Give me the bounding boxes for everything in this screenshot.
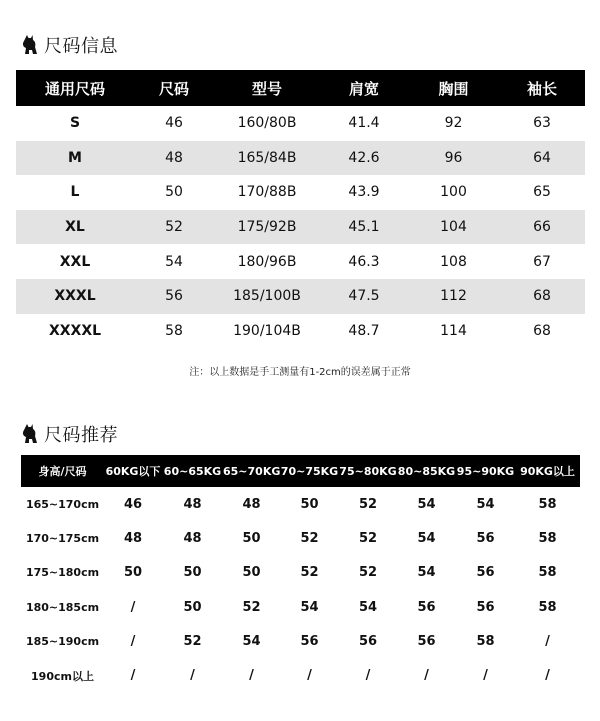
table-cell: /: [249, 668, 254, 684]
table-cell: 50: [183, 565, 202, 581]
row-header-cell: 165~170cm: [25, 497, 100, 511]
table-cell: 185/100B: [233, 288, 301, 305]
table-cell: 58: [476, 633, 495, 649]
size-info-header-row: [16, 70, 585, 106]
table-cell: 66: [533, 219, 551, 236]
table-cell: 165/84B: [237, 149, 297, 166]
table-cell: 112: [440, 288, 467, 305]
table-cell: 58: [165, 322, 183, 339]
table-cell: 54: [358, 599, 378, 615]
table-cell: 56: [165, 288, 183, 305]
table-cell: 56: [417, 633, 436, 649]
table-cell: 58: [538, 565, 557, 581]
table-cell: /: [545, 668, 550, 684]
table-cell: 54: [417, 530, 436, 546]
header-cell: 90KG以上: [520, 465, 575, 478]
header-cell: 肩宽: [348, 79, 379, 98]
table-cell: 45.1: [348, 219, 380, 236]
table-cell: 48: [165, 149, 183, 166]
table-cell: 52: [300, 530, 319, 546]
table-cell: 56: [476, 565, 495, 581]
table-cell: 43.9: [348, 184, 380, 201]
table-cell: 54: [417, 565, 436, 581]
table-cell: 58: [538, 599, 557, 615]
table-cell: 63: [533, 115, 551, 132]
table-cell: 52: [358, 496, 378, 512]
table-row: [21, 487, 580, 521]
table-cell: 190/104B: [233, 322, 301, 339]
table-cell: 58: [538, 496, 557, 512]
row-header-cell: 190cm以上: [31, 669, 94, 683]
table-cell: 47.5: [348, 288, 380, 305]
row-header-cell: 185~190cm: [25, 634, 100, 648]
table-cell: 46.3: [348, 253, 380, 270]
table-row: [16, 210, 585, 245]
table-cell: 67: [533, 253, 551, 270]
table-cell: /: [190, 668, 195, 684]
table-cell: 175/92B: [237, 219, 297, 236]
header-cell: 身高/尺码: [38, 465, 87, 478]
header-cell: 型号: [251, 79, 282, 98]
table-cell: /: [130, 633, 136, 649]
table-cell: 48.7: [348, 322, 380, 339]
table-cell: 52: [242, 599, 261, 615]
table-cell: 108: [440, 253, 467, 270]
table-cell: 52: [300, 565, 319, 581]
table-cell: 52: [183, 633, 202, 649]
table-cell: /: [424, 668, 429, 684]
table-cell: 54: [476, 496, 495, 512]
table-cell: 68: [533, 288, 551, 305]
table-cell: 160/80B: [237, 115, 297, 132]
table-cell: 50: [183, 599, 202, 615]
measurement-note: 注：以上数据是手工测量有1-2cm的误差属于正常: [189, 367, 411, 378]
table-cell: 56: [417, 599, 436, 615]
table-cell: /: [365, 668, 371, 684]
size-info-title: 尺码信息: [44, 36, 118, 57]
header-cell: 80~85KG: [397, 464, 456, 478]
size-recommend-header-row: [21, 455, 580, 487]
table-cell: 50: [165, 184, 183, 201]
table-row: [16, 175, 585, 210]
table-cell: 50: [242, 530, 261, 546]
table-row: [21, 590, 580, 624]
table-cell: /: [130, 599, 136, 615]
table-cell: /: [483, 668, 488, 684]
table-cell: 56: [476, 599, 495, 615]
table-cell: 41.4: [348, 115, 380, 132]
table-cell: 54: [242, 633, 261, 649]
table-cell: 42.6: [348, 149, 380, 166]
header-cell: 通用尺码: [44, 79, 105, 98]
table-cell: XXL: [59, 253, 91, 270]
table-cell: 56: [358, 633, 378, 649]
table-cell: /: [307, 668, 312, 684]
table-row: [16, 141, 585, 176]
table-row: [21, 624, 580, 658]
table-row: [21, 556, 580, 590]
table-cell: /: [545, 633, 550, 649]
table-cell: 68: [533, 322, 551, 339]
table-cell: 50: [300, 496, 319, 512]
table-row: [16, 279, 585, 314]
table-cell: XXXXL: [48, 322, 102, 339]
table-cell: 50: [242, 565, 261, 581]
table-cell: /: [130, 668, 136, 684]
table-cell: 64: [533, 149, 551, 166]
table-cell: XXXL: [54, 288, 96, 305]
table-cell: 50: [123, 565, 143, 581]
table-row: [21, 658, 580, 692]
table-cell: 92: [444, 115, 463, 132]
row-header-cell: 170~175cm: [25, 531, 100, 545]
table-cell: 48: [183, 496, 202, 512]
size-info-heading: [22, 32, 118, 58]
header-cell: 65~70KG: [223, 464, 281, 478]
table-cell: 56: [476, 530, 495, 546]
table-cell: M: [68, 149, 82, 166]
table-row: [16, 244, 585, 279]
table-cell: 56: [300, 633, 319, 649]
header-cell: 60~65KG: [163, 464, 222, 478]
header-cell: 袖长: [526, 79, 557, 98]
header-cell: 95~90KG: [456, 464, 515, 478]
table-cell: 46: [165, 115, 183, 132]
table-cell: 104: [440, 219, 467, 236]
table-cell: 52: [358, 565, 378, 581]
table-cell: L: [70, 184, 80, 201]
size-recommend-heading: [22, 421, 118, 447]
table-cell: 48: [183, 530, 202, 546]
table-cell: 65: [533, 184, 551, 201]
table-cell: 96: [444, 149, 463, 166]
header-cell: 70~75KG: [280, 464, 339, 478]
table-row: [16, 314, 585, 349]
table-cell: 54: [417, 496, 436, 512]
cat-silhouette-icon: [22, 35, 38, 55]
table-cell: 48: [242, 496, 261, 512]
row-header-cell: 175~180cm: [25, 566, 100, 580]
header-cell: 75~80KG: [339, 464, 397, 478]
table-cell: 54: [165, 253, 183, 270]
table-cell: 170/88B: [237, 184, 297, 201]
table-row: [16, 106, 585, 141]
table-cell: XL: [65, 219, 85, 236]
header-cell: 60KG以下: [105, 465, 161, 478]
table-cell: 100: [440, 184, 467, 201]
table-cell: 114: [440, 322, 467, 339]
table-cell: 48: [123, 530, 143, 546]
table-cell: 58: [538, 530, 557, 546]
header-cell: 尺码: [158, 79, 189, 98]
size-recommend-title: 尺码推荐: [44, 425, 118, 446]
table-cell: 52: [358, 530, 378, 546]
cat-silhouette-icon: [22, 424, 38, 444]
size-recommend-table: [21, 455, 580, 693]
header-cell: 胸围: [438, 79, 469, 98]
table-cell: S: [69, 115, 81, 132]
table-cell: 52: [165, 219, 183, 236]
row-header-cell: 180~185cm: [25, 600, 100, 614]
table-cell: 46: [123, 496, 143, 512]
table-cell: 180/96B: [237, 253, 297, 270]
table-row: [21, 521, 580, 555]
size-info-table: [16, 70, 585, 348]
table-cell: 54: [300, 599, 319, 615]
